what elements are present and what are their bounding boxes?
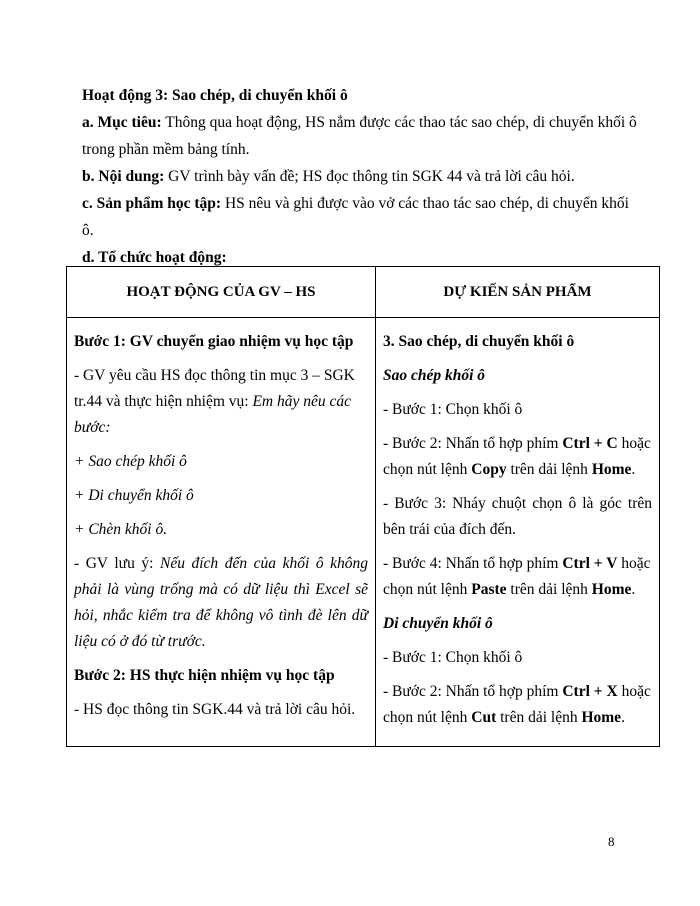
ribbon-tab-name: Home — [591, 461, 632, 478]
list-item: + Sao chép khối ô — [74, 453, 187, 470]
copy-heading: Sao chép khối ô — [383, 367, 486, 384]
move-step-2: - Bước 2: Nhấn tổ hợp phím Ctrl + X hoặc chọn nút lệnh Cut trên dải lệnh Home. — [383, 683, 651, 726]
list-item: + Chèn khối ô. — [74, 521, 168, 538]
product-paragraph — [82, 190, 642, 244]
note-prefix: - GV lưu ý: — [74, 555, 160, 572]
section-title: 3. Sao chép, di chuyển khối ô — [383, 333, 575, 350]
activity-heading: Hoạt động 3: Sao chép, di chuyển khối ô — [82, 87, 348, 104]
command-name: Cut — [471, 709, 497, 726]
command-name: Copy — [471, 461, 507, 478]
product-label: c. Sản phẩm học tập: — [82, 195, 222, 212]
ribbon-tab-name: Home — [581, 709, 622, 726]
objective-label: a. Mục tiêu: — [82, 114, 162, 131]
move-step-1: - Bước 1: Chọn khối ô — [383, 649, 523, 666]
right-cell — [376, 318, 660, 747]
ribbon-tab-name: Home — [591, 581, 632, 598]
step2-text: - HS đọc thông tin SGK.44 và trả lời câu hỏi. — [74, 701, 356, 718]
step1-text: - GV yêu cầu HS đọc thông tin mục 3 – SGK tr.44 và thực hiện nhiệm vụ: Em hãy nêu các bước: — [74, 367, 355, 436]
move-heading: Di chuyển khối ô — [383, 615, 493, 632]
copy-step-1: - Bước 1: Chọn khối ô — [383, 401, 523, 418]
header-expected-product: DỰ KIẾN SẢN PHẨM — [376, 267, 660, 318]
copy-step-3: - Bước 3: Nháy chuột chọn ô là góc trên bên trái của đích đến. — [383, 495, 652, 538]
activity-intro — [82, 82, 642, 271]
objective-paragraph — [82, 109, 642, 163]
table-row — [67, 318, 660, 747]
header-teacher-student: HOẠT ĐỘNG CỦA GV – HS — [67, 267, 376, 318]
list-item: + Di chuyển khối ô — [74, 487, 194, 504]
shortcut-key: Ctrl + X — [562, 683, 618, 700]
step1-question: Em hãy nêu các bước: — [74, 393, 352, 436]
objective-text: Thông qua hoạt động, HS nắm được các thao tác sao chép, di chuyển khối ô trong phần mềm bảng tính. — [82, 114, 637, 158]
teacher-note — [74, 551, 368, 655]
activity-table — [66, 266, 660, 747]
command-name: Paste — [471, 581, 507, 598]
copy-step-2: - Bước 2: Nhấn tổ hợp phím Ctrl + C hoặc chọn nút lệnh Copy trên dải lệnh Home. — [383, 435, 651, 478]
organize-label: d. Tổ chức hoạt động: — [82, 249, 227, 266]
product-text: HS nêu và ghi được vào vở các thao tác sao chép, di chuyển khối ô. — [82, 195, 629, 239]
content-label: b. Nội dung: — [82, 168, 165, 185]
copy-step-4: - Bước 4: Nhấn tổ hợp phím Ctrl + V hoặc chọn nút lệnh Paste trên dải lệnh Home. — [383, 555, 651, 598]
step1-title: Bước 1: GV chuyển giao nhiệm vụ học tập — [74, 333, 354, 350]
page-number: 8 — [608, 834, 615, 849]
shortcut-key: Ctrl + V — [562, 555, 618, 572]
left-cell — [67, 318, 376, 747]
shortcut-key: Ctrl + C — [562, 435, 618, 452]
content-paragraph — [82, 163, 642, 190]
step2-title: Bước 2: HS thực hiện nhiệm vụ học tập — [74, 667, 335, 684]
table-header-row — [67, 267, 660, 318]
content-text: GV trình bày vấn đề; HS đọc thông tin SGK 44 và trả lời câu hỏi. — [164, 168, 575, 185]
note-text: Nếu đích đến của khối ô không phải là vùng trống mà có dữ liệu thì Excel sẽ hỏi, nhắc kiểm tra để không vô tình đè lên dữ liệu có ở đó từ trước. — [74, 555, 368, 650]
